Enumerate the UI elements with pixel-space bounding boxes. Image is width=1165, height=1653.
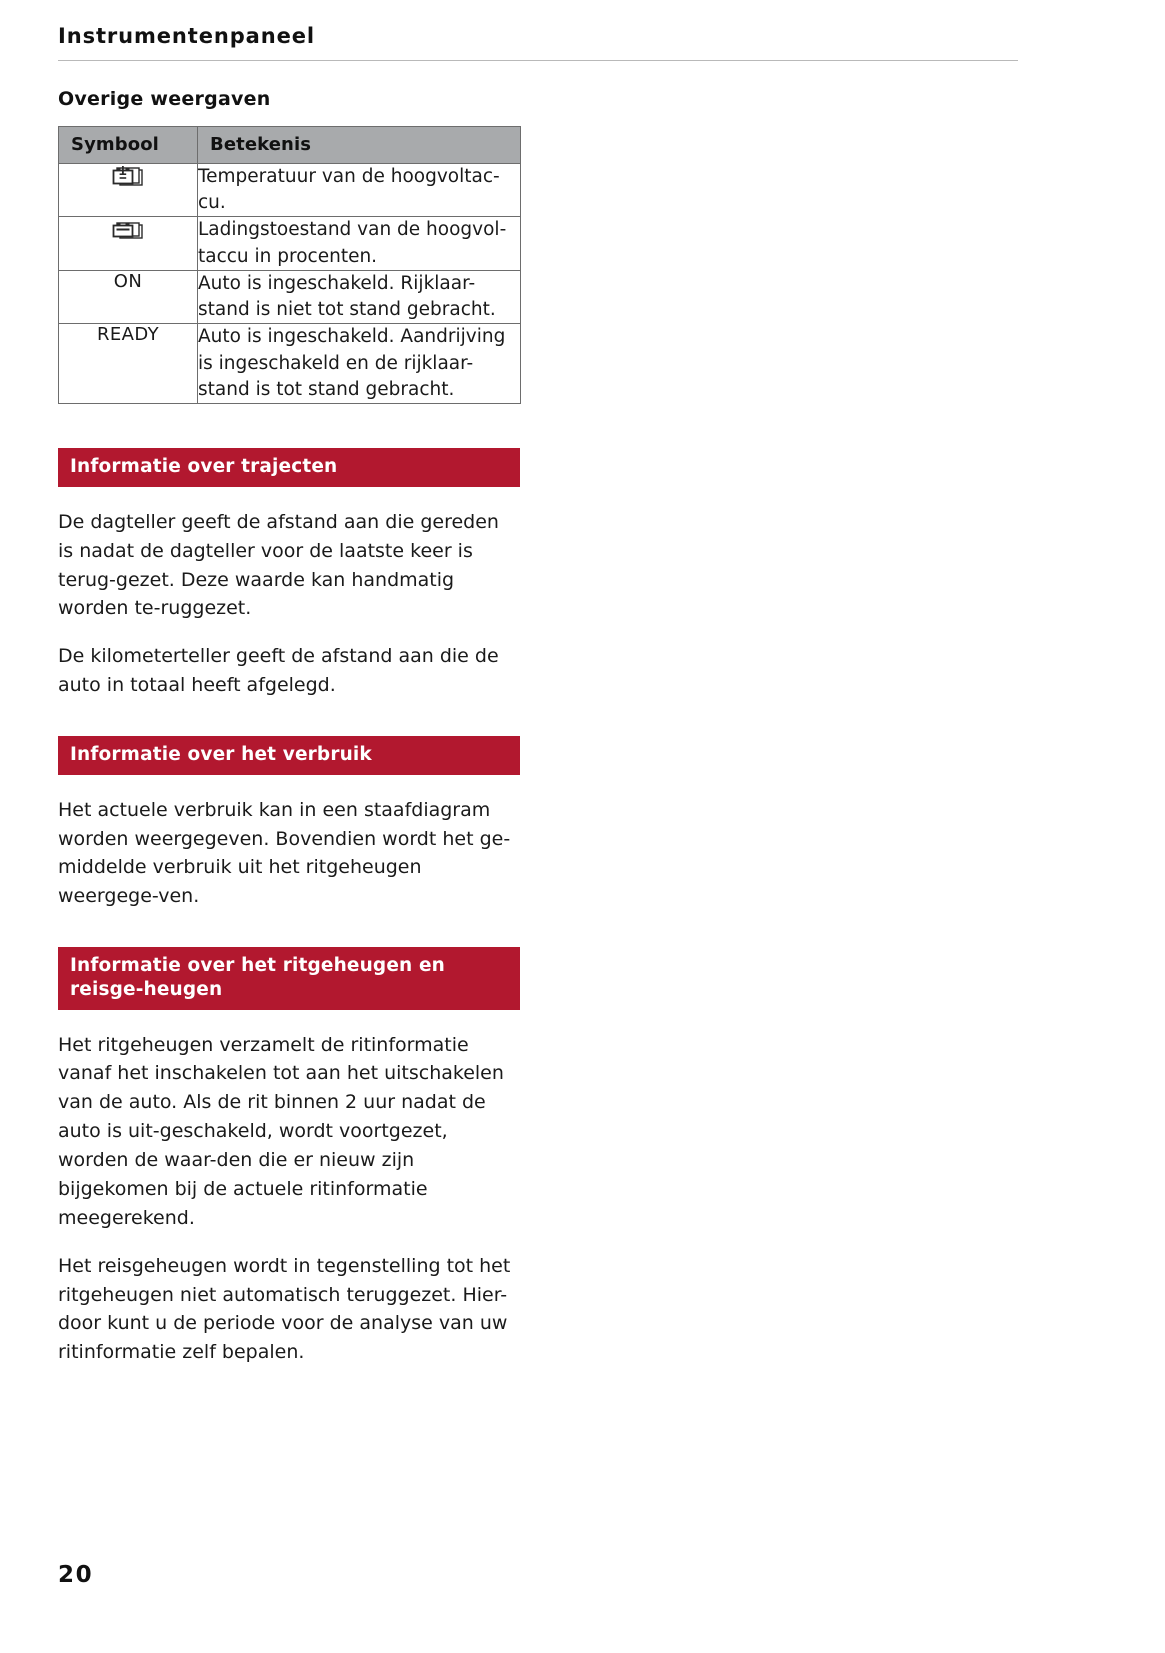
section-heading-ritgeheugen: Informatie over het ritgeheugen en reisge-heugen <box>58 947 520 1009</box>
cell-symbol <box>59 163 198 217</box>
paragraph: Het actuele verbruik kan in een staafdiagram worden weergegeven. Bovendien wordt het ge-middelde verbruik uit het ritgeheugen weergege-ven. <box>58 798 511 908</box>
symbol-meaning-table <box>58 126 521 404</box>
cell-meaning: Ladingstoestand van de hoogvol-taccu in procenten. <box>198 217 521 271</box>
cell-symbol-ready: READY <box>59 324 198 404</box>
paragraph: De kilometerteller geeft de afstand aan die de auto in totaal heeft afgelegd. <box>58 645 499 697</box>
section-heading-verbruik: Informatie over het verbruik <box>58 736 520 775</box>
section-heading-trajecten: Informatie over trajecten <box>58 448 520 487</box>
table-header-row <box>59 126 521 163</box>
paragraph: Het reisgeheugen wordt in tegenstelling tot het ritgeheugen niet automatisch teruggezet. Hier-door kunt u de periode voor de analyse van uw ritinformatie zelf bepalen. <box>58 1254 511 1364</box>
cell-meaning: Auto is ingeschakeld. Rijklaar-stand is niet tot stand gebracht. <box>198 270 521 324</box>
section-subheading: Overige weergaven <box>58 88 271 110</box>
table-row <box>59 217 521 271</box>
page-header <box>58 24 1018 61</box>
high-voltage-battery-charge-icon <box>111 217 145 243</box>
cell-meaning: Temperatuur van de hoogvoltac-cu. <box>198 163 521 217</box>
content-column <box>58 88 523 1367</box>
cell-symbol <box>59 217 198 271</box>
page-title: Instrumentenpaneel <box>58 24 315 48</box>
page-number: 20 <box>58 1562 94 1588</box>
header-divider <box>58 60 1018 61</box>
paragraph: De dagteller geeft de afstand aan die gereden is nadat de dagteller voor de laatste keer is terug-gezet. Deze waarde kan handmatig worden te-ruggezet. <box>58 510 499 620</box>
cell-meaning: Auto is ingeschakeld. Aandrijving is ingeschakeld en de rijklaar-stand is tot stand gebracht. <box>198 324 521 404</box>
paragraph: Het ritgeheugen verzamelt de ritinformatie vanaf het inschakelen tot aan het uitschakelen van de auto. Als de rit binnen 2 uur nadat de auto is uit-geschakeld, wordt voortgezet, worden de waar-den die er nieuw zijn bijgekomen bij de actuele ritinformatie meegerekend. <box>58 1033 504 1229</box>
column-header-symbol: Symbool <box>59 126 198 163</box>
high-voltage-battery-temperature-icon <box>111 164 145 190</box>
cell-symbol-on: ON <box>59 270 198 324</box>
table-row <box>59 270 521 324</box>
table-row <box>59 163 521 217</box>
table-row <box>59 324 521 404</box>
column-header-meaning: Betekenis <box>198 126 521 163</box>
